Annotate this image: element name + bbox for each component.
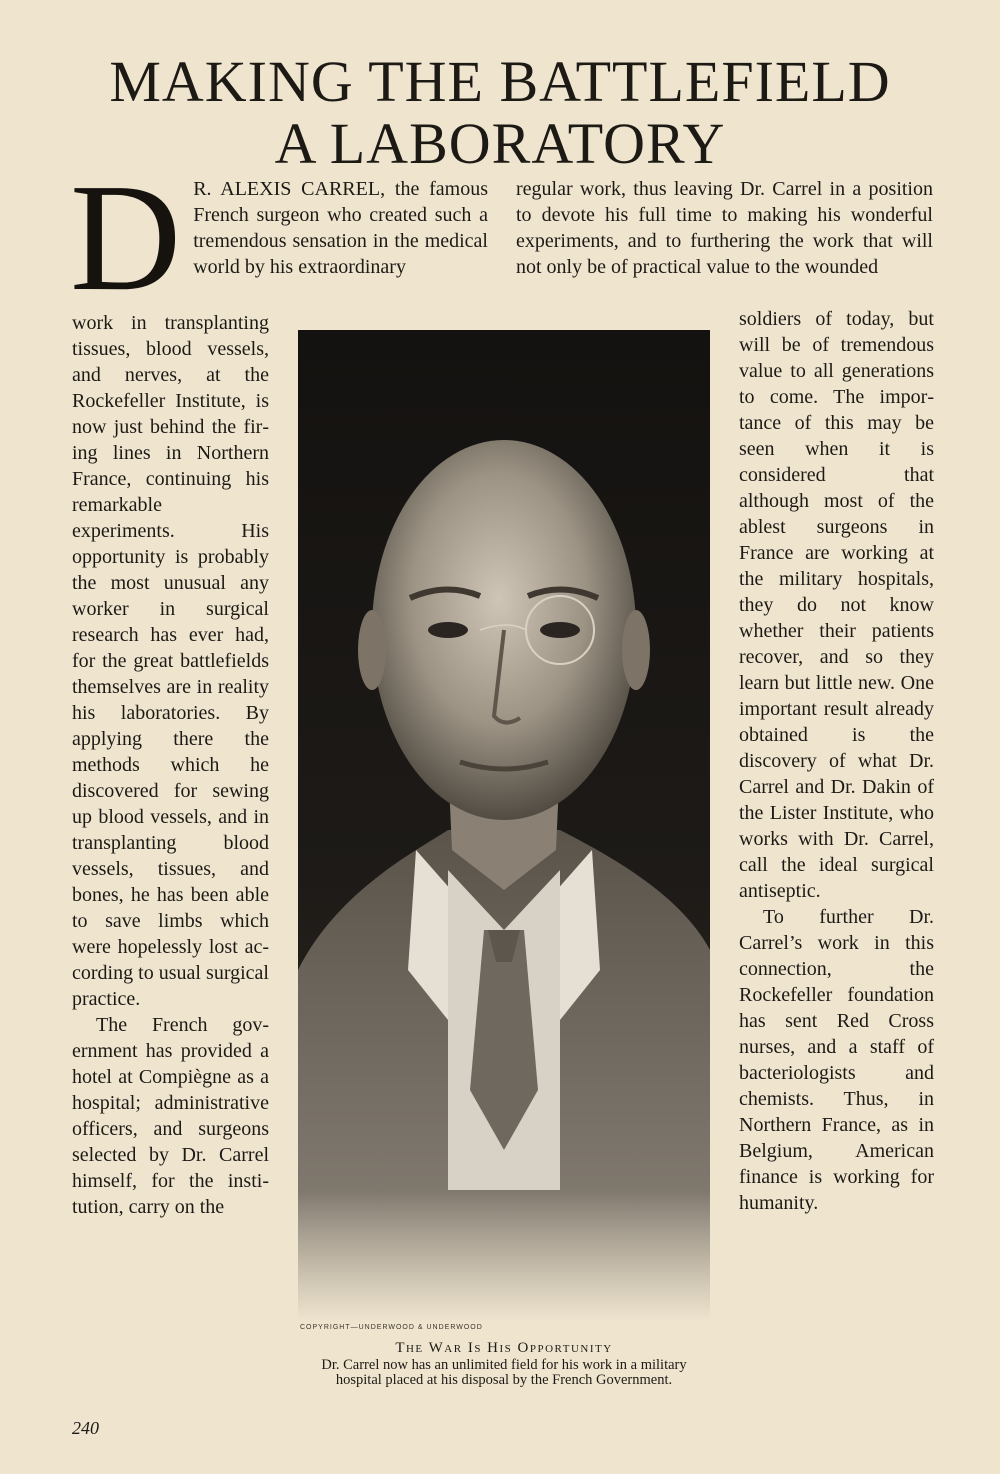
- page-number: 240: [72, 1418, 99, 1438]
- lead-paragraph: [70, 153, 488, 323]
- caption-heading: The War Is His Opportunity: [395, 1340, 613, 1356]
- right-column-top-text: regular work, thus leaving Dr. Carrel in a position to devote his full time to making his wonderful experiments, and to furthering the work that will not only be of practical value to the wounded: [516, 178, 933, 278]
- right-column-paragraph-1: soldiers of today, but will be of tremendous value to all generations to come. The importance of this may be seen when it is considered that although most of the ablest surgeons in France are working at the military hospitals, they do not know whether their patients recover, and so they learn but little new. One important result already obtained is the discovery of what Dr. Carrel and Dr. Dakin of the Lister Institute, who works with Dr. Carrel, call the ideal surgical antiseptic.: [739, 308, 934, 902]
- left-column: [72, 310, 269, 1220]
- lead-text: R. ALEXIS CARREL, the famous French surgeon who created such a tremendous sensation in the medical world by his extraordinary: [193, 178, 488, 278]
- right-column: [739, 306, 934, 1216]
- article-title-line-2: A LABORATORY: [274, 111, 726, 176]
- caption-text: Dr. Carrel now has an unlimited field for his work in a military hospital placed at his disposal by the French Government.: [321, 1357, 687, 1388]
- portrait-photo: [298, 330, 710, 1322]
- left-column-paragraph-2: The French government has provided a hotel at Compiègne as a hospital; administrative officers, and surgeons selected by Dr. Carrel himself, for the institution, carry on the: [72, 1014, 269, 1218]
- article-title-line-1: MAKING THE BATTLEFIELD: [109, 49, 891, 114]
- right-column-paragraph-2: To further Dr. Carrel’s work in this connection, the Rockefeller foundation has sent Red Cross nurses, and a staff of bacteriologists and chemists. Thus, in Northern France, as in Belgium, American finance is working for humanity.: [739, 906, 934, 1214]
- portrait-illustration: [298, 330, 710, 1322]
- drop-cap: D: [70, 153, 182, 323]
- left-column-paragraph-1: work in transplanting tissues, blood vessels, and nerves, at the Rockefeller Institute, is now just behind the firing lines in Northern France, continuing his remarkable experiments. His opportunity is probably the most unusual any worker in surgical research has ever had, for the great battlefields themselves are in reality his laboratories. By applying there the methods which he discovered for sewing up blood vessels, and in transplanting blood vessels, tissues, and bones, he has been able to save limbs which were hopelessly lost according to usual surgical practice.: [72, 312, 269, 1010]
- photo-credit: COPYRIGHT—UNDERWOOD & UNDERWOOD: [300, 1324, 483, 1331]
- right-column-top: [516, 176, 933, 280]
